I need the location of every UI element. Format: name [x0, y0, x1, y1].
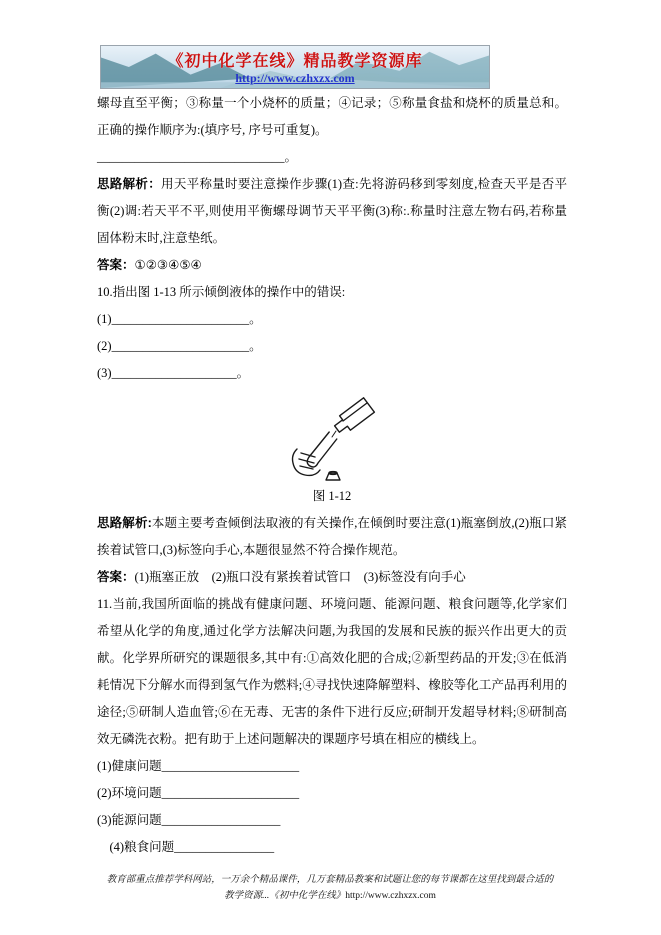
q10-analysis	[97, 510, 567, 564]
footer-line2-text: 教学资源...《初中化学在线》	[224, 891, 346, 901]
q9-analysis-text: 用天平称量时要注意操作步骤(1)查:先将游码移到零刻度,检查天平是否平衡(2)调:若天平不平,则使用平衡螺母调节天平平衡(3)称:.称量时注意左物右码,若称量固体粉末时,注意垫纸。	[97, 177, 567, 245]
banner-title: 《初中化学在线》精品教学资源库	[167, 53, 423, 70]
q10-blank-1: (1)______________________。	[97, 312, 262, 326]
footer-line2	[70, 888, 590, 904]
q9-answer	[97, 252, 567, 279]
q10-title: 10.指出图 1-13 所示倾倒液体的操作中的错误:	[97, 285, 346, 299]
q11-blank-environment: (2)环境问题______________________	[97, 786, 300, 800]
document-body	[97, 90, 567, 861]
pouring-liquid-illustration	[97, 391, 567, 483]
analysis-label: 思路解析:	[97, 516, 152, 530]
page-footer	[70, 872, 590, 904]
q9-continuation-text: 螺母直至平衡；③称量一个小烧杯的质量；④记录；⑤称量食盐和烧杯的质量总和。正确的操作顺序为:(填序号, 序号可重复)。	[97, 96, 567, 137]
q11-text: 11.当前,我国所面临的挑战有健康问题、环境问题、能源问题、粮食问题等,化学家们希望从化学的角度,通过化学方法解决问题,为我国的发展和民族的振兴作出更大的贡献。化学界所研究的课题很多,其中有:①高效化肥的合成;②新型药品的开发;③在低消耗情况下分解水而得到氢气作为燃料;④寻找快速降解塑料、橡胶等化工产品再利用的途径;⑤研制人造血管;⑥在无毒、无害的条件下进行反应;研制开发超导材料;⑧研制高效无磷洗衣粉。把有助于上述问题解决的课题序号填在相应的横线上。	[97, 597, 567, 746]
hand-shape	[293, 449, 321, 475]
figure-caption: 图 1-12	[312, 489, 352, 503]
site-banner	[100, 45, 490, 89]
q10-analysis-text: 本题主要考查倾倒法取液的有关操作,在倾倒时要注意(1)瓶塞倒放,(2)瓶口紧挨着试管口,(3)标签向手心,本题很显然不符合操作规范。	[97, 516, 567, 557]
q11-blank-energy: (3)能源问题___________________	[97, 813, 281, 827]
footer-url-link[interactable]: http://www.czhxzx.com	[345, 891, 436, 901]
q11-blank-health: (1)健康问题______________________	[97, 759, 300, 773]
analysis-label: 思路解析：	[97, 177, 162, 191]
bottle-shape	[335, 398, 375, 432]
q10-answer-text: (1)瓶塞正放 (2)瓶口没有紧挨着试管口 (3)标签没有向手心	[134, 570, 466, 584]
liquid-stream	[332, 431, 336, 437]
q10-blank-2: (2)______________________。	[97, 339, 262, 353]
answer-label: 答案：	[97, 570, 135, 584]
q9-answer-text: ①②③④⑤④	[134, 258, 202, 272]
banner-url-link[interactable]: http://www.czhxzx.com	[235, 71, 355, 85]
q9-answer-blank: ______________________________。	[97, 150, 298, 164]
q9-analysis	[97, 171, 567, 252]
answer-label: 答案：	[97, 258, 135, 272]
q10-answer	[97, 564, 567, 591]
footer-line1: 教育部重点推荐学科网站，一万余个精品课件，几万套精品教案和试题让您的每节课都在这里找到最合适的	[106, 875, 554, 885]
q11-blank-food: (4)粮食问题________________	[97, 840, 275, 854]
q10-blank-3: (3)____________________。	[97, 366, 250, 380]
